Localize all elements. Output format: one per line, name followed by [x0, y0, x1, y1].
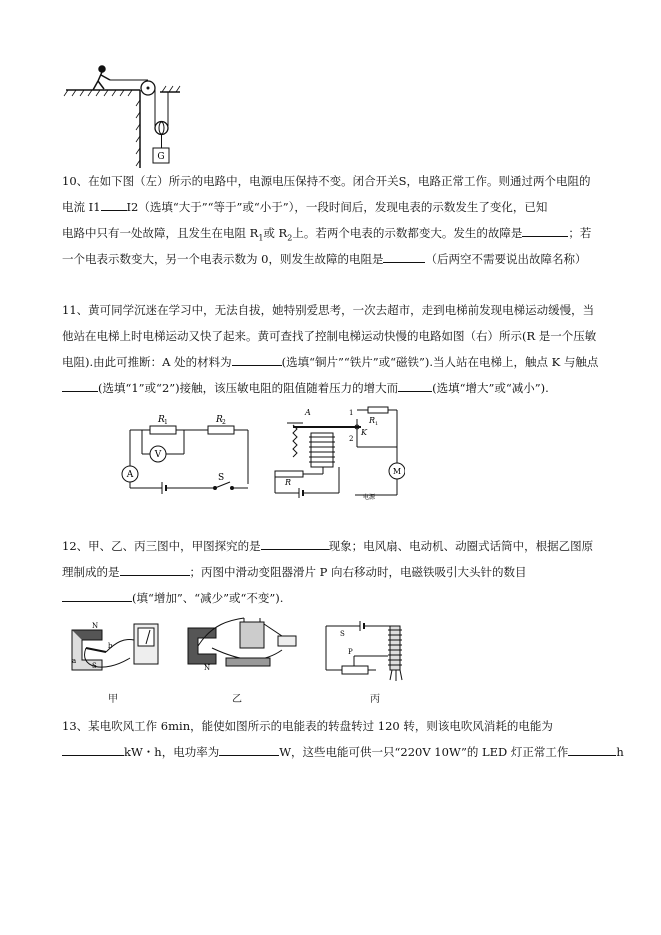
- q10-text: 上。若两个电表的示数都变大。发生的故障是: [292, 226, 523, 240]
- label-a: A: [305, 408, 311, 417]
- subscript: 1: [258, 233, 264, 243]
- label-power: 电源: [363, 494, 376, 501]
- label-voltmeter: V: [154, 450, 162, 460]
- answer-blank-fault-resistor[interactable]: [383, 248, 425, 263]
- pulley-figure: [62, 60, 192, 170]
- question-12: [62, 533, 600, 611]
- q10-text: 电路中只有一处故障，且发生在电阻 R: [62, 226, 259, 240]
- q12-text: ；丙图中滑动变阻器滑片 P 向右移动时，电磁铁吸引大头针的数目: [189, 565, 527, 579]
- label-ammeter: A: [126, 470, 134, 480]
- electromagnet-icon: [390, 626, 400, 670]
- question-number: 12、: [62, 539, 89, 553]
- horseshoe-magnet-icon: [188, 628, 216, 664]
- q12-line-1: [62, 533, 600, 559]
- q10-line-2: [62, 194, 600, 220]
- q10-text: （后两空不需要说出故障名称）: [425, 252, 587, 266]
- q13-text: kW・h，电功率为: [124, 745, 220, 759]
- question-number: 10、: [62, 174, 89, 188]
- q11-text: (选填“增大”或“减小”).: [432, 381, 549, 395]
- q12-text: 甲、乙、丙三图中，甲图探究的是: [88, 539, 261, 553]
- answer-blank-hours[interactable]: [568, 741, 616, 756]
- rheostat-icon: [226, 658, 270, 666]
- q11-line-1: [62, 297, 600, 323]
- contact-1-label: 1: [349, 409, 354, 417]
- label-switch: S: [218, 473, 225, 483]
- resistor-r2: [208, 426, 234, 434]
- q11-text: (选填“1”或“2”)接触，该压敏电阻的阻值随着压力的增大而: [98, 381, 399, 395]
- label-s: S: [340, 630, 345, 638]
- q12-text: 现象；电风扇、电动机、动圈式话筒中，根据乙图原: [328, 539, 594, 553]
- answer-blank-current-compare[interactable]: [101, 196, 127, 211]
- q10-line-1: [62, 168, 600, 194]
- q11-text: (选填“铜片”“铁片”或“磁铁”).当人站在电梯上，触点 K 与触点: [281, 355, 599, 369]
- q10-line-4: [62, 246, 600, 272]
- answer-blank-contact[interactable]: [62, 377, 98, 392]
- figure-label-yi: 乙: [232, 694, 242, 705]
- figure-label-bing: 丙: [370, 694, 380, 705]
- label-r1: R: [369, 416, 376, 425]
- answer-blank-phenomenon[interactable]: [261, 535, 329, 550]
- person-icon: [93, 66, 110, 90]
- question-11: [62, 297, 600, 401]
- q13-text: W，这些电能可供一只“220V 10W”的 LED 灯正常工作: [279, 745, 569, 759]
- spring-icon: [293, 425, 297, 457]
- label-r2-sub: 2: [222, 419, 226, 426]
- q11-text: 他站在电梯上时电梯运动又快了起来。黄可查找了控制电梯运动快慢的电路如图（右）所示(R 是一个压敏: [62, 329, 597, 343]
- q12-line-2: [62, 559, 600, 585]
- answer-blank-fault[interactable]: [522, 222, 568, 237]
- answer-blank-pin-count[interactable]: [62, 587, 132, 602]
- q12-text: (填“增加”、“减少”或“不变”).: [132, 591, 284, 605]
- question-number: 11、: [62, 303, 89, 317]
- label-r2: R: [216, 415, 223, 425]
- label-a: a: [72, 657, 77, 665]
- label-n: N: [204, 664, 211, 672]
- question-10: [62, 168, 600, 272]
- label-r1-sub: 1: [375, 421, 379, 427]
- q11-line-3: [62, 349, 600, 375]
- q11-text: 电阻).由此可推断：A 处的材料为: [62, 355, 232, 369]
- question-13: [62, 713, 624, 765]
- label-p: P: [348, 648, 353, 656]
- label-b: b: [108, 642, 113, 650]
- contact-2-label: 2: [349, 435, 354, 443]
- q10-text: 在如下图（左）所示的电路中，电源电压保持不变。闭合开关S，电路正常工作。则通过两个电阻的: [88, 174, 591, 188]
- rheostat: [342, 666, 368, 674]
- answer-blank-power[interactable]: [219, 741, 279, 756]
- q10-text: ；若: [568, 226, 592, 240]
- figure-yi: [182, 614, 302, 680]
- answer-blank-material[interactable]: [232, 351, 282, 366]
- q12-line-3: [62, 585, 600, 611]
- q10-text: 电流 I1: [62, 200, 101, 214]
- label-r: R: [285, 478, 292, 487]
- answer-blank-energy[interactable]: [62, 741, 124, 756]
- weight-label: G: [157, 152, 165, 162]
- pressure-resistor: [275, 471, 303, 477]
- label-r1: R: [158, 415, 165, 425]
- circuit-left: [118, 412, 258, 494]
- label-s: S: [92, 662, 97, 670]
- figure-label-jia: 甲: [108, 694, 118, 705]
- q13-text: h: [616, 745, 624, 759]
- q13-text: 某电吹风工作 6min，能使如图所示的电能表的转盘转过 120 转，则该电吹风消耗的电能为: [88, 719, 553, 733]
- q10-text: 或 R: [263, 226, 288, 240]
- question-number: 13、: [62, 719, 89, 733]
- battery-icon: [240, 622, 264, 648]
- label-n: N: [92, 622, 99, 630]
- circuit-right: [265, 405, 405, 501]
- q11-text: 黄可同学沉迷在学习中，无法自拔，她特别爱思考，一次去超市，走到电梯前发现电梯运动缓慢，当: [88, 303, 595, 317]
- label-motor: M: [392, 467, 402, 476]
- label-r1-sub: 1: [164, 419, 168, 426]
- q13-line-2: [62, 739, 624, 765]
- q12-text: 理制成的是: [62, 565, 120, 579]
- figure-jia: [64, 618, 164, 680]
- resistor-r1: [150, 426, 176, 434]
- subscript: 2: [287, 233, 293, 243]
- switch-icon: [278, 636, 296, 646]
- answer-blank-device[interactable]: [120, 561, 190, 576]
- q10-text: 一个电表示数变大，另一个电表示数为 0，则发生故障的电阻是: [62, 252, 384, 266]
- label-k: K: [361, 428, 367, 437]
- q11-line-4: [62, 375, 600, 401]
- figure-bing: [318, 618, 414, 684]
- q10-line-3: [62, 220, 600, 246]
- q11-line-2: [62, 323, 600, 349]
- answer-blank-trend[interactable]: [398, 377, 432, 392]
- q10-text: I2（选填“大于”“等于”或“小于”），一段时间后，发现电表的示数发生了变化，已知: [126, 200, 548, 214]
- q13-line-1: [62, 713, 600, 739]
